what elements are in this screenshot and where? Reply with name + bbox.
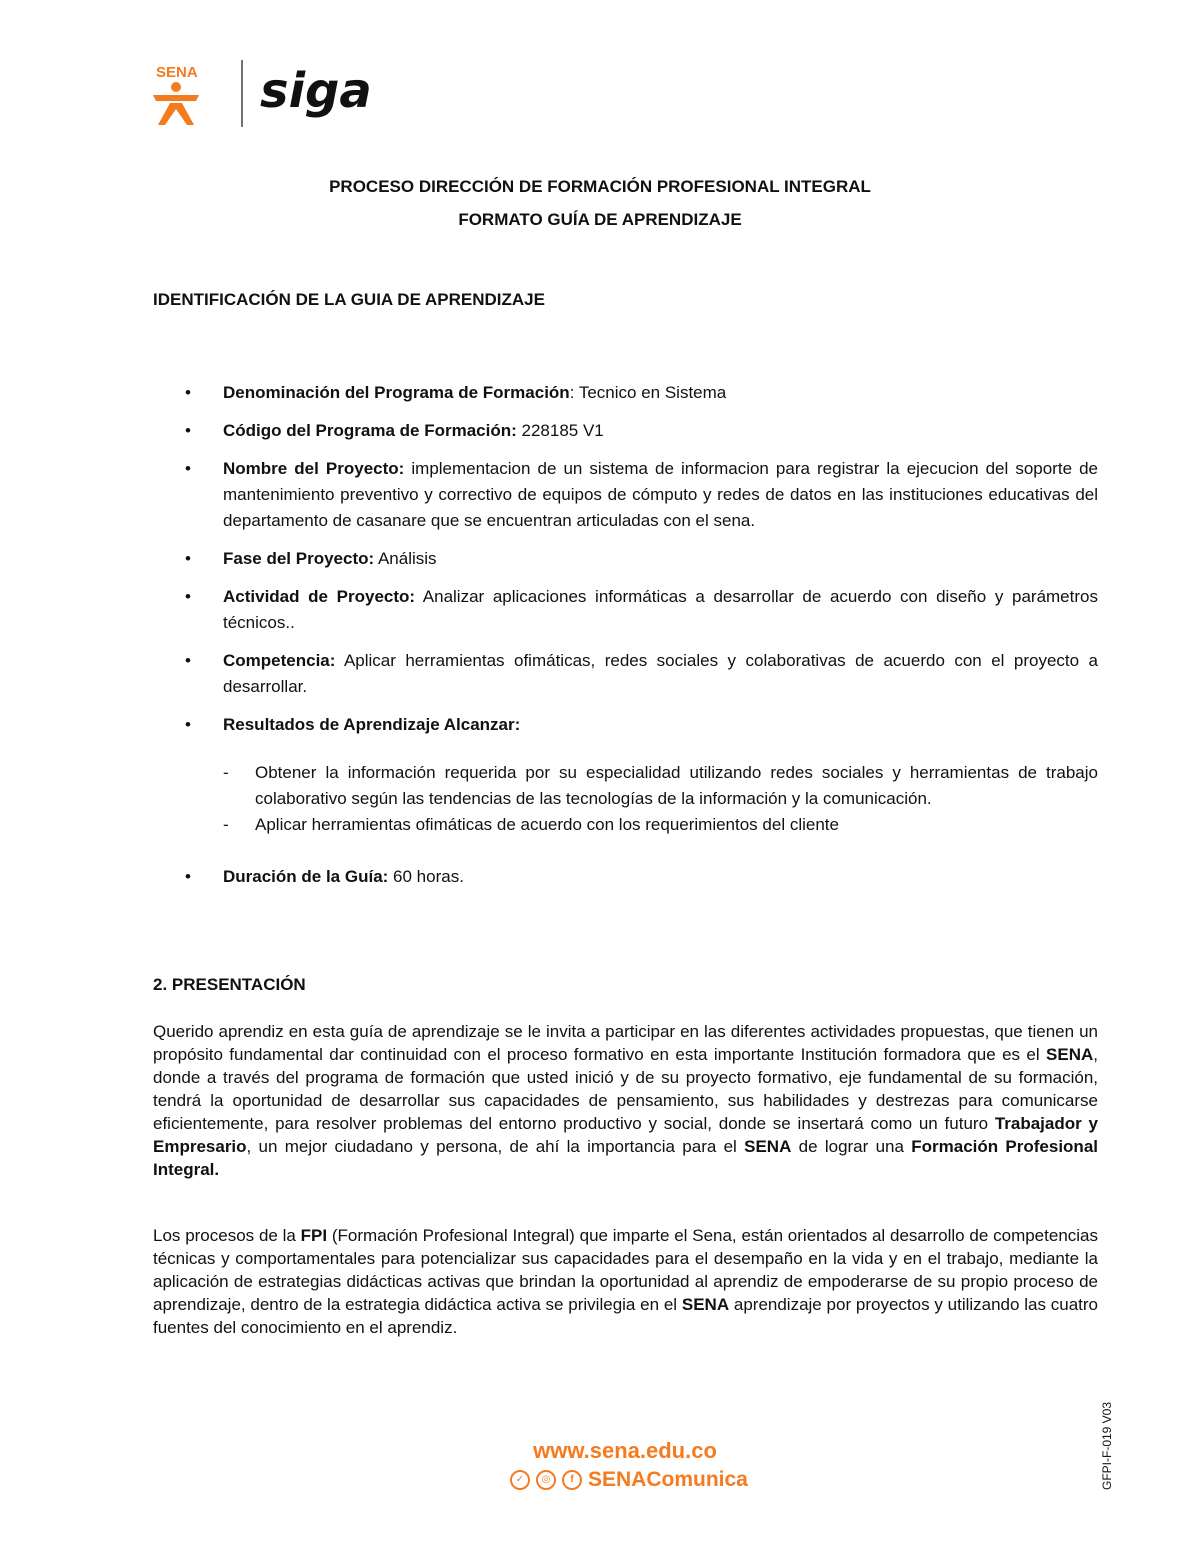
list-item: • Resultados de Aprendizaje Alcanzar: - Obtener la información requerida por su especialidad utilizando redes sociales y herramientas de trabajo colaborativo según las tendencias de las tecnologías de la información y la comunicación. - Aplicar herramientas ofimáticas de acuerdo con los requerimientos del cliente bbox=[153, 712, 1098, 838]
doc-title-line2: FORMATO GUÍA DE APRENDIZAJE bbox=[458, 210, 742, 229]
instagram-icon: ◎ bbox=[536, 1470, 556, 1490]
list-item: • Nombre del Proyecto: implementacion de un sistema de informacion para registrar la ejecucion del soporte de mantenimiento preventivo y correctivo de equipos de cómputo y redes de datos en las instituciones educativas del departamento de casanare que se encuentran articuladas con el sena. bbox=[185, 459, 1098, 530]
list-item: • Código del Programa de Formación: 228185 V1 bbox=[185, 421, 604, 440]
siga-logo-text: siga bbox=[260, 63, 372, 119]
sena-logo-text: SENA bbox=[156, 64, 198, 81]
section2-heading: 2. PRESENTACIÓN bbox=[153, 975, 306, 994]
doc-code: GFPI-F-019 V03 bbox=[1100, 1401, 1114, 1490]
results-list bbox=[223, 760, 1098, 838]
section1-heading: IDENTIFICACIÓN DE LA GUIA DE APRENDIZAJE bbox=[153, 290, 545, 309]
presentation-paragraph-1: Querido aprendiz en esta guía de aprendizaje se le invita a participar en las diferentes actividades propuestas, que tienen un propósito fundamental dar continuidad con el proceso formativo en esta importante Institución formadora que es el SENA, donde a través del programa de formación que usted inició y de su proyecto formativo, eje fundamental de su formación, tendrá la oportunidad de desarrollar sus capacidades de pensamiento, sus habilidades y destrezas para comunicarse eficientemente, para resolver problemas del entorno productivo y social, donde se insertará como un futuro Trabajador y Empresario, un mejor ciudadano y persona, de ahí la importancia para el SENA de lograr una Formación Profesional Integral. bbox=[153, 1022, 1098, 1179]
list-item: • Denominación del Programa de Formación: Tecnico en Sistema bbox=[185, 383, 727, 402]
list-item: • Actividad de Proyecto: Analizar aplicaciones informáticas a desarrollar de acuerdo con diseño y parámetros técnicos.. bbox=[185, 587, 1098, 632]
doc-title-line1: PROCESO DIRECCIÓN DE FORMACIÓN PROFESIONAL INTEGRAL bbox=[329, 177, 871, 196]
list-item: • Duración de la Guía: 60 horas. bbox=[185, 867, 464, 886]
list-item: • Fase del Proyecto: Análisis bbox=[185, 549, 437, 568]
sena-figure-icon bbox=[153, 82, 199, 125]
result-item: - Aplicar herramientas ofimáticas de acuerdo con los requerimientos del cliente bbox=[223, 815, 839, 834]
presentation-paragraph-2: Los procesos de la FPI (Formación Profesional Integral) que imparte el Sena, están orientados al desarrollo de competencias técnicas y comportamentales para potencializar sus capacidades para el desempaño en la vida y en el trabajo, mediante la aplicación de estrategias didácticas activas que brindan la oportunidad al aprendiz de empoderarse de su propio proceso de aprendizaje, dentro de la estrategia didáctica activa se privilegia en el SENA aprendizaje por proyectos y utilizando las cuatro fuentes del conocimiento en el aprendiz. bbox=[153, 1226, 1099, 1337]
sena-siga-logo bbox=[150, 55, 380, 130]
footer-url[interactable]: www.sena.edu.co bbox=[533, 1438, 717, 1463]
list-item: • Competencia: Aplicar herramientas ofimáticas, redes sociales y colaborativas de acuerdo con el proyecto a desarrollar. bbox=[185, 651, 1098, 696]
social-handle: SENAComunica bbox=[588, 1468, 748, 1491]
result-item: - Obtener la información requerida por su especialidad utilizando redes sociales y herramientas de trabajo colaborativo según las tendencias de las tecnologías de la información y la comunicación. bbox=[223, 763, 1098, 808]
identification-list bbox=[153, 380, 1098, 902]
twitter-icon: ✓ bbox=[510, 1470, 530, 1490]
footer-social[interactable] bbox=[510, 1468, 748, 1492]
facebook-icon: f bbox=[562, 1470, 582, 1490]
